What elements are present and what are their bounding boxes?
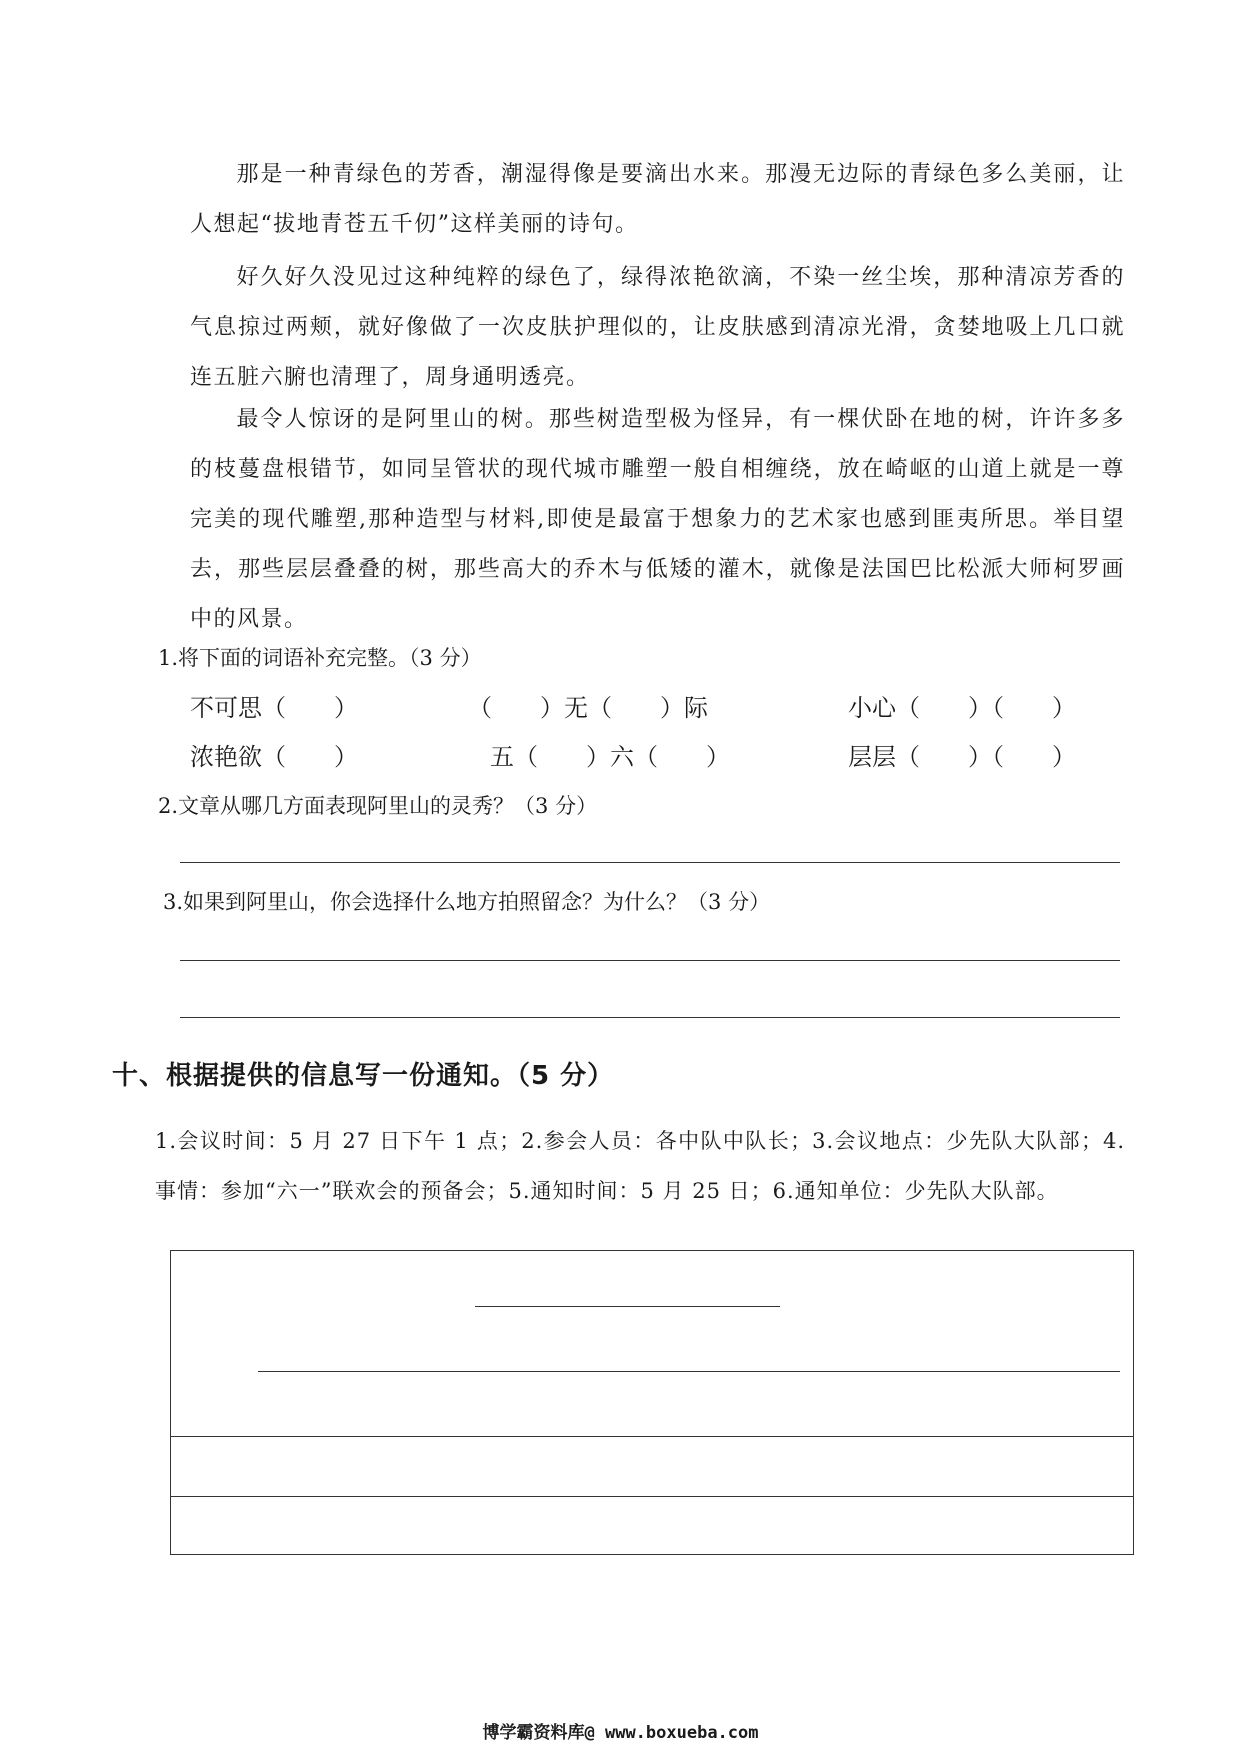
answer-line[interactable]: [180, 862, 1120, 863]
notice-title-line[interactable]: [475, 1306, 780, 1307]
fill-blank-item: （ ）无（ ）际: [468, 694, 708, 722]
fill-blank-item: 浓艳欲（ ）: [190, 743, 358, 771]
notice-writing-box[interactable]: [170, 1250, 1134, 1555]
question-3: 3.如果到阿里山，你会选择什么地方拍照留念？为什么？（3 分）: [163, 890, 771, 914]
section-10-heading: 十、根据提供的信息写一份通知。（5 分）: [112, 1061, 615, 1091]
passage-paragraph-2: 好久好久没见过这种纯粹的绿色了，绿得浓艳欲滴，不染一丝尘埃，那种清凉芳香的气息掠过两颊，就好像做了一次皮肤护理似的，让皮肤感到清凉光滑，贪婪地吸上几口就连五脏六腑也清理了，周身通明透亮。: [190, 265, 1125, 390]
question-1: 1.将下面的词语补充完整。（3 分）: [158, 646, 482, 670]
question-2: 2.文章从哪几方面表现阿里山的灵秀？（3 分）: [158, 794, 598, 818]
fill-blank-item: 小心（ ）（ ）: [848, 694, 1076, 722]
fill-blank-item: 五（ ）六（ ）: [490, 743, 730, 771]
passage-paragraph-1: 那是一种青绿色的芳香，潮湿得像是要滴出水来。那漫无边际的青绿色多么美丽，让人想起“拔地青苍五千仞”这样美丽的诗句。: [190, 162, 1125, 237]
answer-line[interactable]: [180, 960, 1120, 961]
answer-line[interactable]: [180, 1017, 1120, 1018]
notice-row-divider: [170, 1496, 1134, 1497]
footer-watermark: 博学霸资料库@ www.boxueba.com: [482, 1723, 759, 1743]
fill-blank-item: 层层（ ）（ ）: [848, 743, 1076, 771]
notice-row-divider: [170, 1436, 1134, 1437]
notice-info-text: 1.会议时间：5 月 27 日下午 1 点；2.参会人员：各中队中队长；3.会议地点：少先队大队部；4.事情：参加“六一”联欢会的预备会；5.通知时间：5 月 25 日；6.通知单位：少先队大队部。: [155, 1129, 1125, 1203]
fill-blank-item: 不可思（ ）: [190, 694, 358, 722]
passage-paragraph-3: 最令人惊讶的是阿里山的树。那些树造型极为怪异，有一棵伏卧在地的树，许许多多的枝蔓盘根错节，如同呈管状的现代城市雕塑一般自相缠绕，放在崎岖的山道上就是一尊完美的现代雕塑,那种造型与材料,即使是最富于想象力的艺术家也感到匪夷所思。举目望去，那些层层叠叠的树，那些高大的乔木与低矮的灌木，就像是法国巴比松派大师柯罗画中的风景。: [190, 407, 1125, 632]
notice-body-line[interactable]: [258, 1371, 1120, 1372]
